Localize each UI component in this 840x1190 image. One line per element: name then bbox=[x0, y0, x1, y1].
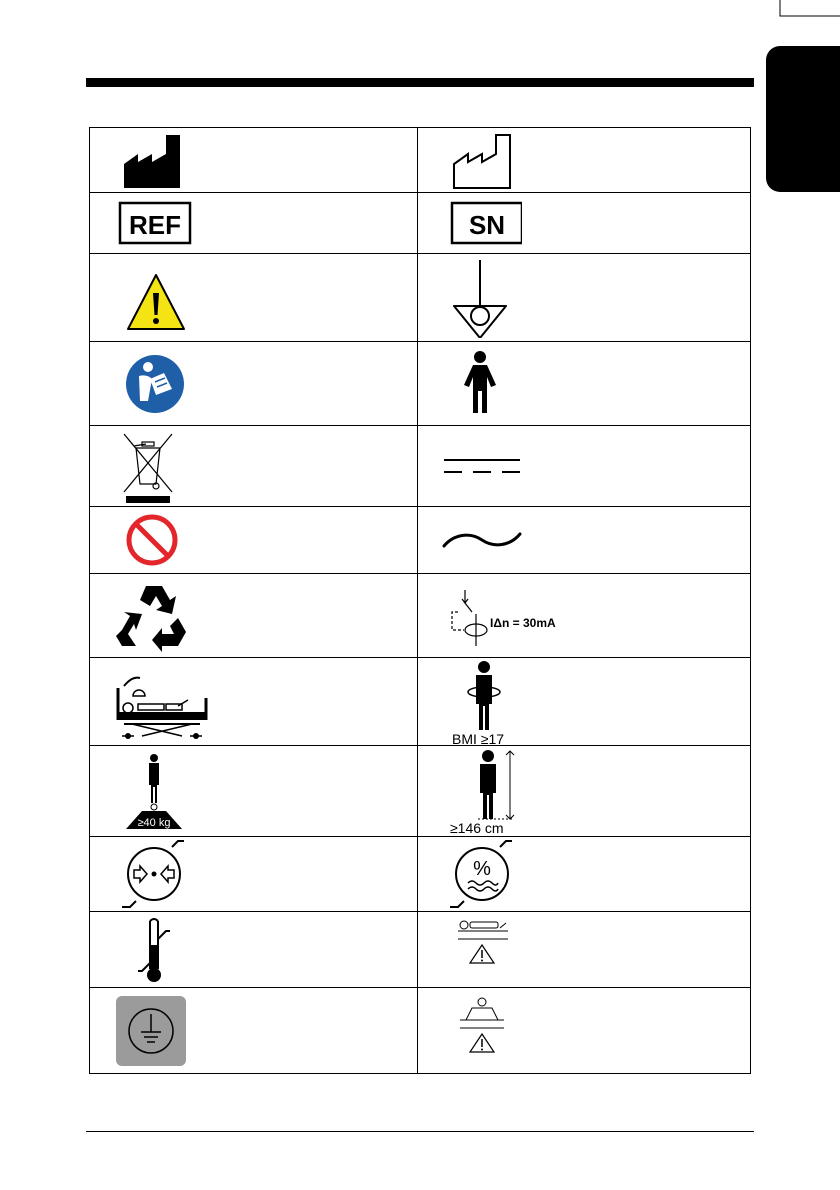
symbol-cell bbox=[90, 426, 418, 507]
temperature-limit-icon bbox=[112, 915, 202, 985]
humidity-limit-icon bbox=[442, 839, 532, 909]
bmi-limit-icon bbox=[442, 660, 562, 744]
symbol-cell bbox=[418, 426, 751, 507]
symbol-cell bbox=[418, 254, 751, 342]
symbol-cell bbox=[418, 507, 751, 574]
table-row bbox=[90, 426, 751, 507]
atmospheric-pressure-limit-icon bbox=[112, 839, 202, 909]
table-row bbox=[90, 193, 751, 254]
symbol-cell bbox=[90, 837, 418, 912]
symbol-cell bbox=[418, 746, 751, 837]
direct-current-icon bbox=[442, 446, 522, 486]
prohibition-icon bbox=[112, 510, 192, 570]
symbol-cell bbox=[90, 128, 418, 193]
weight-label: ≥40 kg bbox=[137, 817, 171, 829]
symbol-cell bbox=[418, 574, 751, 658]
height-limit-icon bbox=[442, 749, 562, 833]
equipotential-icon bbox=[442, 258, 522, 338]
patient-position-warning-icon bbox=[442, 915, 532, 985]
symbol-cell bbox=[418, 988, 751, 1074]
table-row bbox=[90, 912, 751, 988]
safe-working-load-warning-icon bbox=[442, 994, 532, 1068]
svg-text:REF: REF bbox=[129, 210, 181, 240]
bmi-label: BMI ≥17 bbox=[452, 730, 505, 744]
symbol-cell bbox=[90, 193, 418, 254]
svg-text:SN: SN bbox=[468, 210, 506, 240]
follow-instructions-icon bbox=[112, 349, 192, 419]
symbol-cell bbox=[90, 988, 418, 1074]
symbol-cell bbox=[418, 912, 751, 988]
language-tab bbox=[766, 46, 840, 192]
weight-limit-icon bbox=[112, 751, 212, 831]
symbol-cell bbox=[90, 254, 418, 342]
table-row bbox=[90, 574, 751, 658]
symbol-cell bbox=[418, 837, 751, 912]
symbols-table bbox=[89, 127, 751, 1074]
protective-earth-icon bbox=[112, 994, 202, 1068]
crop-mark bbox=[0, 0, 840, 20]
rcd-label: IΔn = 30mA bbox=[490, 615, 556, 630]
serial-number-icon bbox=[442, 198, 522, 248]
height-label: ≥146 cm bbox=[450, 820, 504, 833]
ref-catalogue-number-icon bbox=[112, 198, 192, 248]
date-of-manufacture-icon bbox=[442, 130, 512, 190]
manufacturer-icon bbox=[112, 130, 182, 190]
symbol-cell bbox=[418, 342, 751, 426]
symbol-cell bbox=[90, 574, 418, 658]
symbol-cell bbox=[90, 912, 418, 988]
table-row bbox=[90, 128, 751, 193]
table-row bbox=[90, 988, 751, 1074]
table-row bbox=[90, 254, 751, 342]
type-b-applied-part-icon bbox=[442, 349, 522, 419]
residual-current-device-icon bbox=[442, 586, 572, 646]
symbol-cell bbox=[418, 658, 751, 746]
table-row bbox=[90, 658, 751, 746]
footer-rule bbox=[86, 1131, 754, 1132]
symbol-cell bbox=[90, 658, 418, 746]
svg-text:%: % bbox=[473, 858, 491, 880]
table-row bbox=[90, 342, 751, 426]
symbol-cell bbox=[418, 128, 751, 193]
alternating-current-icon bbox=[442, 520, 522, 560]
symbol-cell bbox=[90, 746, 418, 837]
header-rule bbox=[86, 78, 754, 87]
weee-crossed-bin-icon bbox=[112, 428, 192, 504]
general-warning-icon bbox=[112, 263, 192, 333]
symbol-cell bbox=[90, 342, 418, 426]
symbol-cell bbox=[418, 193, 751, 254]
symbol-cell bbox=[90, 507, 418, 574]
table-row bbox=[90, 746, 751, 837]
hospital-bed-icon bbox=[112, 662, 212, 742]
recycling-icon bbox=[112, 580, 192, 652]
table-row bbox=[90, 507, 751, 574]
table-row bbox=[90, 837, 751, 912]
